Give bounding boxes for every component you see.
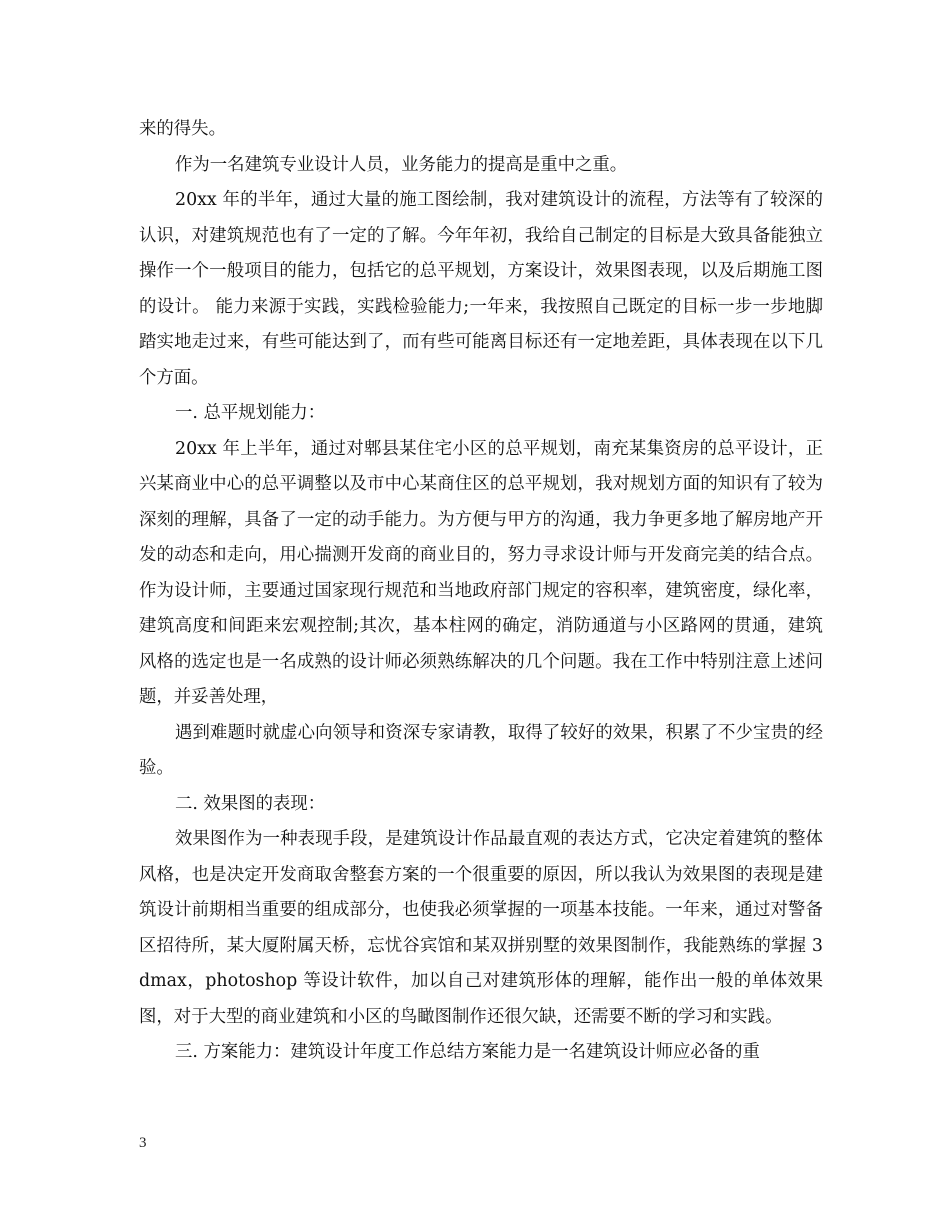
- paragraph-planning: 20xx 年上半年，通过对郫县某住宅小区的总平规划，南充某集资房的总平设计，正兴某商业中心的总平调整以及市中心某商住区的总平规划，我对规划方面的知识有了较为深刻的理解，具备了一定的动手能力。为方便与甲方的沟通，我力争更多地了解房地产开发的动态和走向，用心揣测开发商的商业目的，努力寻求设计师与开发商完美的结合点。作为设计师，主要通过国家现行规范和当地政府部门规定的容积率，建筑密度，绿化率，建筑高度和间距来宏观控制;其次，基本柱网的确定，消防通道与小区路网的贯通，建筑风格的选定也是一名成熟的设计师必须熟练解决的几个问题。我在工作中特别注意上述问题，并妥善处理，: [139, 438, 823, 707]
- paragraph-rendering: 效果图作为一种表现手段，是建筑设计作品最直观的表达方式，它决定着建筑的整体风格，也是决定开发商取舍整套方案的一个很重要的原因，所以我认为效果图的表现是建筑设计前期相当重要的组成部分，也使我必须掌握的一项基本技能。一年来，通过对警备区招待所，某大厦附属天桥，忘忧谷宾馆和某双拼别墅的效果图制作，我能熟练的掌握 3dmax，photoshop 等设计软件，加以自己对建筑形体的理解，能作出一般的单体效果图，对于大型的商业建筑和小区的鸟瞰图制作还很欠缺，还需要不断的学习和实践。: [139, 829, 823, 1027]
- paragraph-overview: 20xx 年的半年，通过大量的施工图绘制，我对建筑设计的流程，方法等有了较深的认识，对建筑规范也有了一定的了解。今年年初，我给自己制定的目标是大致具备能独立操作一个一般项目的能力，包括它的总平规划，方案设计，效果图表现，以及后期施工图的设计。 能力来源于实践，实践检验能力;一年来，我按照自己既定的目标一步一步地脚踏实地走过来，有些可能达到了，而有些可能离目标还有一定地差距，具体表现在以下几个方面。: [139, 190, 823, 388]
- paragraph-planning-experience: 遇到难题时就虚心向领导和资深专家请教，取得了较好的效果，积累了不少宝贵的经验。: [139, 722, 823, 778]
- document-body: [139, 112, 823, 1071]
- section-heading-planning: 一. 总平规划能力：: [175, 403, 326, 423]
- page-number: 3: [139, 1135, 147, 1151]
- paragraph-continuation: 来的得失。: [139, 119, 226, 139]
- section-heading-rendering: 二. 效果图的表现：: [175, 793, 326, 814]
- paragraph-intro: 作为一名建筑专业设计人员，业务能力的提高是重中之重。: [175, 154, 628, 175]
- section-heading-scheme: 三. 方案能力：建筑设计年度工作总结方案能力是一名建筑设计师应必备的重: [175, 1042, 760, 1062]
